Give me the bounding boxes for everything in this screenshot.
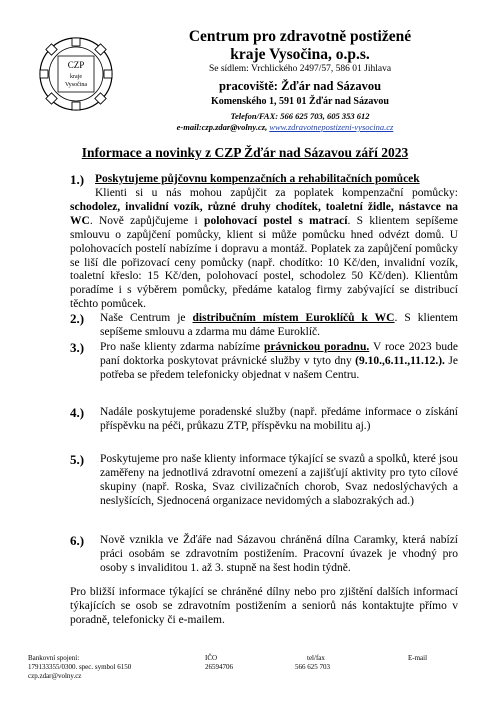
footer-tel	[295, 654, 330, 672]
org-name-line2: kraje Vysočina, o.p.s.	[230, 46, 370, 63]
item-text-bold: (9.10.,6.11.,11.12.).	[355, 354, 445, 367]
item-number: 4.)	[70, 405, 85, 420]
item-text: Naše Centrum je	[100, 312, 193, 324]
item-body: Nově vznikla ve Žďáře nad Sázavou chráněná dílna Caramky, která nabízí práci osobám se zdravotním postižením. Pracovní úvazek je vhodný pro osoby s invaliditou 1. až 3. stupně na šest hodin týdně.	[100, 534, 458, 574]
item-number: 6.)	[70, 533, 85, 548]
item-text-bold: právnickou poradnu.	[263, 341, 370, 353]
item-text-bold: schodolez, invalidní vozík, různé druhy chodítek, toaletní židle, nástavce na WC	[70, 200, 458, 227]
footer-email-label: E-mail	[408, 654, 428, 662]
item-body	[100, 341, 458, 383]
item-text: V roce 2023 bude paní doktorka poskytovat právnické služby v tyto dny	[100, 341, 458, 367]
workplace-address: Komenského 1, 591 01 Žďár nad Sázavou	[210, 96, 389, 107]
item-text: . S klientem sepíšeme smlouvu a zdarma mu dáme Euroklíč.	[100, 312, 458, 338]
logo-line3: Vysočina	[65, 82, 87, 88]
footer-bank-label: Bankovní spojení:	[28, 654, 80, 662]
org-name-line1: Centrum pro zdravotně postižené	[188, 28, 412, 45]
item-heading: Poskytujeme půjčovnu kompenzačních a rehabilitačních pomůcek	[95, 173, 420, 185]
footer-email-col	[408, 654, 427, 663]
footer-tel-value: 566 625 703	[295, 663, 330, 671]
phone-fax: Telefon/FAX: 566 625 703, 605 353 612	[230, 111, 370, 121]
item-text-bold: distribučním místem Euroklíčů k WC	[192, 312, 395, 324]
item-text: Klienti si u nás mohou zapůjčit za poplatek kompenzační pomůcky:	[95, 187, 458, 199]
footer-ico	[205, 654, 233, 672]
closing-paragraph: Pro bližší informace týkající se chráněné dílny nebo pro zjištění dalších informací týkajících se osob se zdravotním postižením a seniorů nás kontaktujte přímo v poradně, telefonicky či e-mailem.	[70, 586, 458, 626]
logo-line1: CZP	[67, 60, 85, 70]
footer-ico-value: 26594706	[205, 663, 233, 671]
website-link[interactable]: www.zdravotnepostizeni-vysocina.cz	[269, 122, 394, 132]
logo-line2: kraje	[70, 74, 82, 80]
item-body: Poskytujeme pro naše klienty informace týkající se svazů a spolků, které jsou zaměřeny na jednotlivá zdravotní omezení a zajišťují aktivity pro tyto cílové skupiny (např. Roska, Svaz civilizačních chorob, Svaz nedoslýchavých a neslyšících, Sjednocená organizace nevidomých a slabozrakých ad.)	[100, 453, 458, 507]
item-text: . S klientem sepíšeme smlouvu o zapůjčení pomůcky, klient si může pomůcku hned odvézt domů. U polohovacích postelí nabízíme i dopravu a montáž. Poplatek za zapůjčení pomůcky se liší dle pořizovací ceny pomůcky (např. chodítko: 10 Kč/den, invalidní vozík, toaletní křeslo: 15 Kč/den, polohovací postel, schodolez 50 Kč/den). Klientům poradíme i s výběrem pomůcky, předáme katalog firmy zabývající se distribucí těchto pomůcek.	[70, 214, 459, 311]
footer-bank	[28, 654, 131, 681]
document-title: Informace a novinky z CZP Žďár nad Sázavou září 2023	[81, 145, 409, 160]
footer-ico-label: IČO	[205, 654, 218, 662]
item-body: Nadále poskytujeme poradenské služby (např. předáme informace o získání příspěvku na péči, průkazu ZTP, příspěvku na mobilitu aj.)	[100, 406, 458, 432]
item-body	[100, 312, 458, 340]
item-number: 3.)	[70, 340, 85, 355]
contact-email: e-mail:czp.zdar@volny.cz,	[176, 122, 268, 132]
org-seat: Se sídlem: Vrchlického 2497/57, 586 01 Jihlava	[208, 64, 392, 74]
item-text-bold: polohovací postel s matrací	[204, 214, 348, 227]
item-number: 5.)	[70, 452, 85, 467]
contact-line	[95, 122, 475, 132]
workplace-name: pracoviště: Žďár nad Sázavou	[218, 79, 382, 93]
item-number: 1.)	[70, 172, 85, 187]
footer-email: czp.zdar@volny.cz	[28, 672, 82, 680]
item-text: Je potřeba se předem telefonicky objednat v našem Centru.	[100, 354, 458, 381]
item-text: Pro naše klienty zdarma nabízíme	[100, 341, 264, 353]
item-body	[70, 187, 458, 312]
item-text: . Nově zapůjčujeme i	[89, 214, 205, 227]
org-name	[140, 28, 460, 64]
footer-tel-label: tel/fax	[307, 654, 325, 662]
item-number: 2.)	[70, 311, 85, 326]
org-logo	[38, 36, 114, 112]
footer-bank-value: 179133355/0300. spec. symbol 6150	[28, 663, 132, 671]
